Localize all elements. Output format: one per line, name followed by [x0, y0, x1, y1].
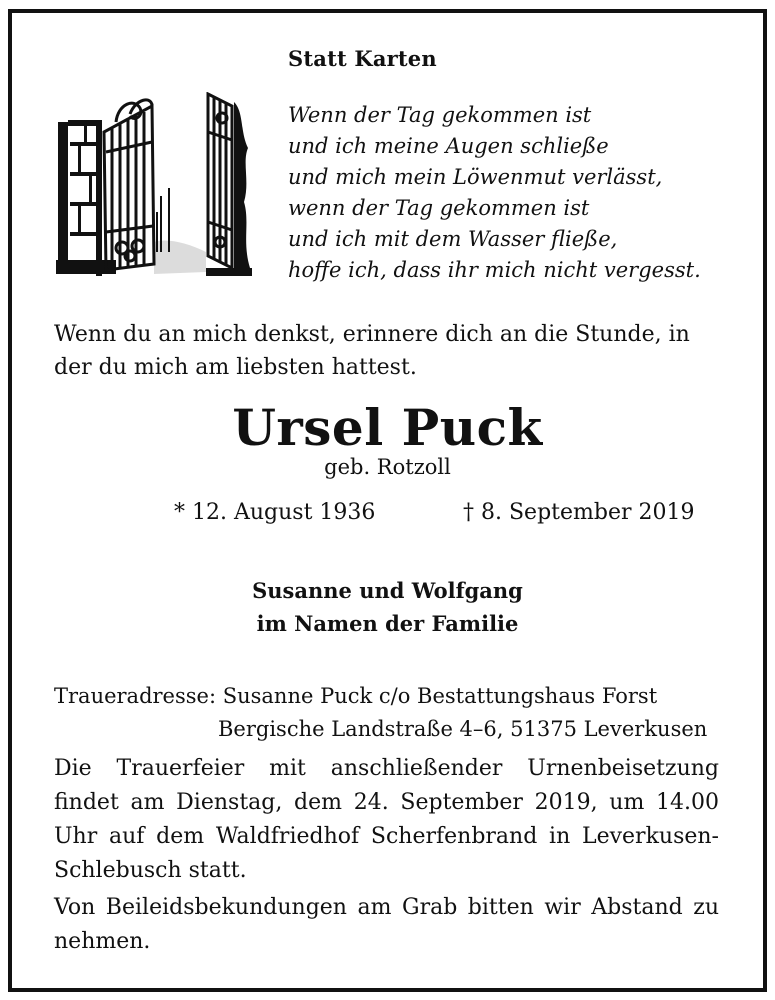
signatories-family: im Namen der Familie — [256, 611, 519, 636]
poem-line: und ich meine Augen schließe — [288, 134, 609, 158]
poem-line: wenn der Tag gekommen ist — [288, 196, 590, 220]
poem-line: Wenn der Tag gekommen ist — [288, 103, 592, 127]
condolence-request: Von Beileidsbekundungen am Grab bitten wir Abstand zu nehmen. — [54, 895, 719, 954]
death-date: † 8. September 2019 — [463, 500, 695, 525]
poem — [288, 100, 748, 286]
heading-statt-karten: Statt Karten — [288, 46, 437, 71]
deceased-name: Ursel Puck — [232, 398, 543, 457]
maiden-name: geb. Rotzoll — [324, 455, 451, 479]
address-line-2: Bergische Landstraße 4–6, 51375 Leverkusen — [218, 717, 708, 741]
mourning-address — [54, 680, 707, 746]
ceremony-notice: Die Trauerfeier mit anschließender Urnenbeisetzung findet am Dienstag, dem 24. September 2019, um 14.00 Uhr auf dem Waldfriedhof Scherfenbrand in Leverkusen-Schlebusch statt. — [54, 756, 719, 883]
signatories-names: Susanne und Wolfgang — [252, 578, 523, 603]
poem-line: und mich mein Löwenmut verlässt, — [288, 165, 663, 189]
garden-gate-illustration-icon — [56, 92, 252, 278]
memorial-quote: Wenn du an mich denkst, erinnere dich an die Stunde, in der du mich am liebsten hattest. — [54, 322, 690, 380]
signatories — [0, 574, 775, 640]
address-line-1: Traueradresse: Susanne Puck c/o Bestattungshaus Forst — [54, 684, 658, 708]
poem-line: hoffe ich, dass ihr mich nicht vergesst. — [288, 258, 701, 282]
poem-line: und ich mit dem Wasser fließe, — [288, 227, 618, 251]
birth-date: * 12. August 1936 — [174, 500, 376, 525]
